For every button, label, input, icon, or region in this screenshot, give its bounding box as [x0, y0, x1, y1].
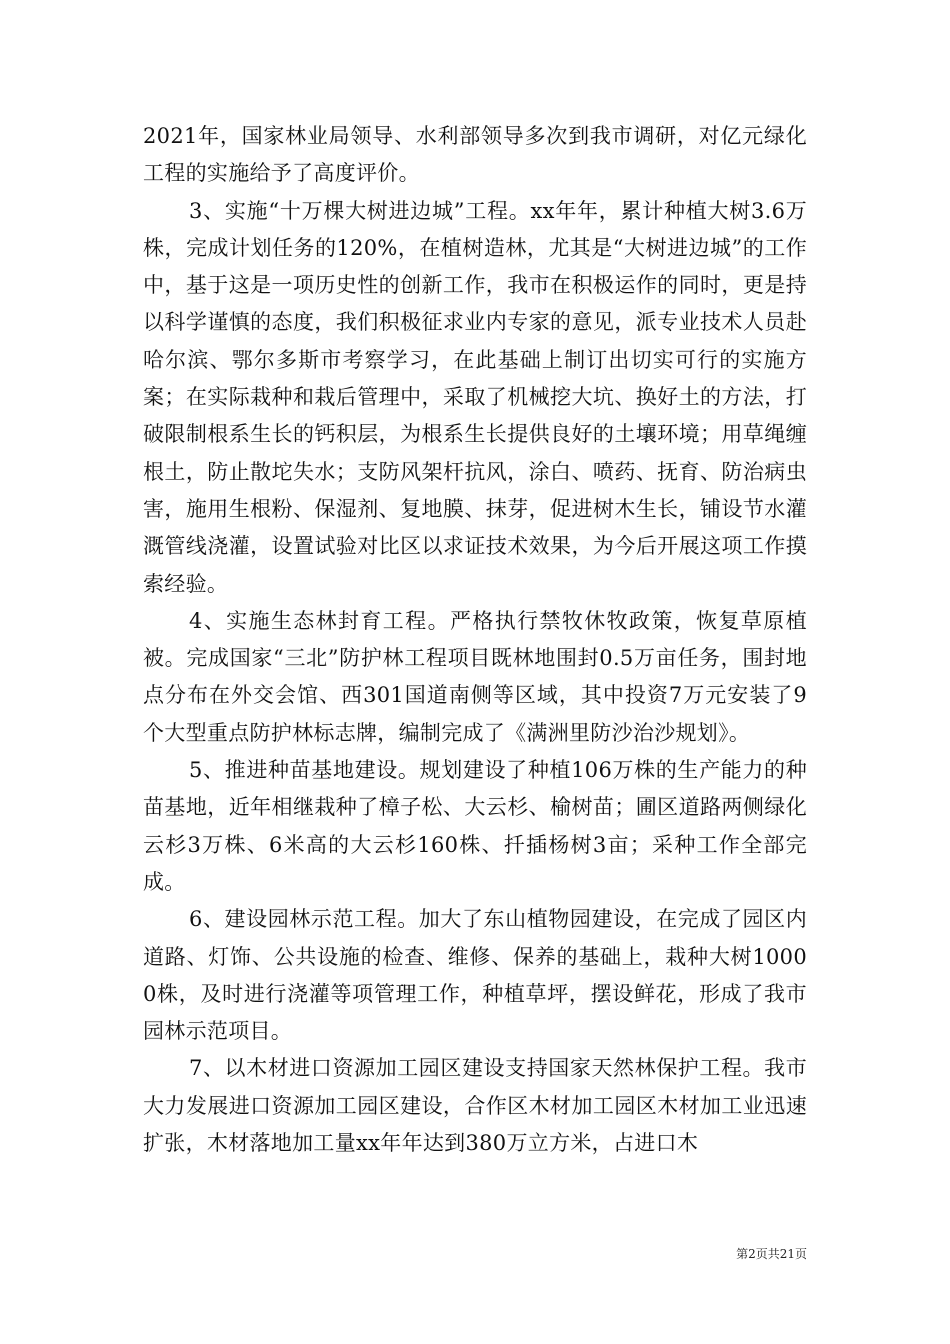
paragraph-item-5: 5、推进种苗基地建设。规划建设了种植106万株的生产能力的种苗基地，近年相继栽种了樟子松、大云杉、榆树苗；圃区道路两侧绿化云杉3万株、6米高的大云杉160株、扦插杨树3亩；采种工作全部完成。: [143, 758, 807, 894]
page-number: 第2页共21页: [736, 1247, 807, 1261]
paragraph-item-7: 7、以木材进口资源加工园区建设支持国家天然林保护工程。我市大力发展进口资源加工园区建设，合作区木材加工园区木材加工业迅速扩张，木材落地加工量xx年年达到380万立方米，占进口木: [143, 1056, 807, 1156]
document-body: [143, 118, 807, 1162]
paragraph-item-6: 6、建设园林示范工程。加大了东山植物园建设，在完成了园区内道路、灯饰、公共设施的检查、维修、保养的基础上，栽种大树10000株，及时进行浇灌等项管理工作，种植草坪，摆设鲜花，形成了我市园林示范项目。: [143, 907, 807, 1044]
paragraph-continuation: 2021年，国家林业局领导、水利部领导多次到我市调研，对亿元绿化工程的实施给予了高度评价。: [143, 124, 807, 186]
paragraph-item-4: 4、实施生态林封育工程。严格执行禁牧休牧政策，恢复草原植被。完成国家“三北”防护林工程项目既林地围封0.5万亩任务，围封地点分布在外交会馆、西301国道南侧等区域，其中投资7万元安装了9个大型重点防护林标志牌，编制完成了《满洲里防沙治沙规划》。: [143, 608, 807, 745]
paragraph-item-3: 3、实施“十万棵大树进边城”工程。xx年年，累计种植大树3.6万株，完成计划任务的120%，在植树造林，尤其是“大树进边城”的工作中，基于这是一项历史性的创新工作，我市在积极运作的同时，更是持以科学谨慎的态度，我们积极征求业内专家的意见，派专业技术人员赴哈尔滨、鄂尔多斯市考察学习，在此基础上制订出切实可行的实施方案；在实际栽种和栽后管理中，采取了机械挖大坑、换好土的方法，打破限制根系生长的钙积层，为根系生长提供良好的土壤环境；用草绳缠根土，防止散坨失水；支防风架杆抗风，涂白、喷药、抚育、防治病虫害，施用生根粉、保湿剂、复地膜、抹芽，促进树木生长，铺设节水灌溉管线浇灌，设置试验对比区以求证技术效果，为今后开展这项工作摸索经验。: [143, 198, 807, 596]
